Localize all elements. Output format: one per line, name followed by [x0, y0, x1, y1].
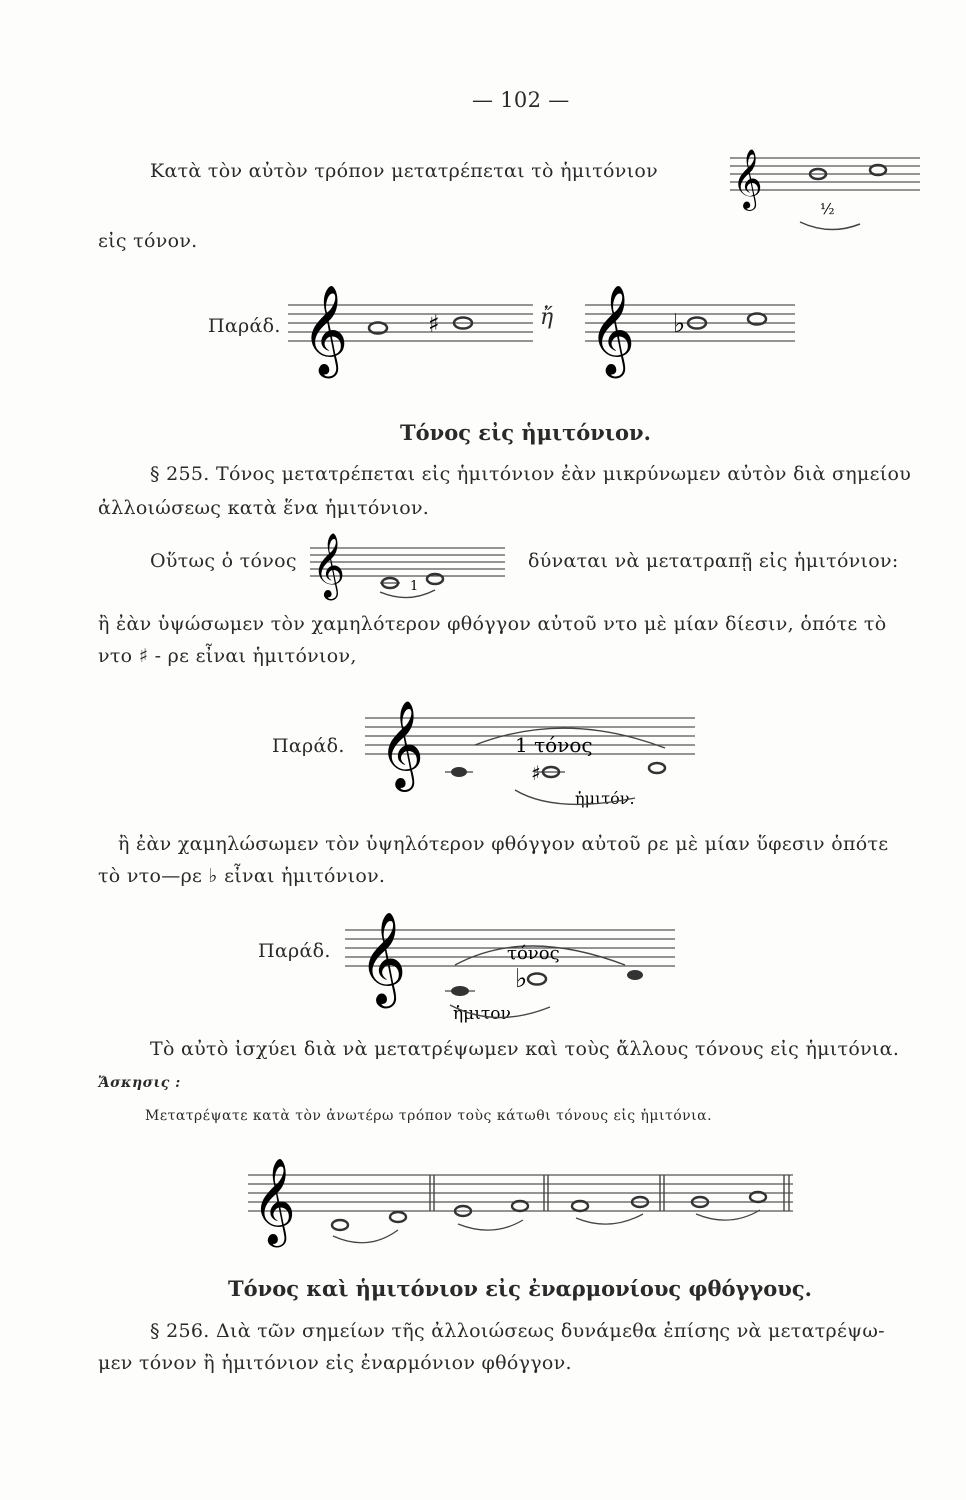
sharp-icon: ♯: [428, 310, 440, 338]
treble-clef-icon: 𝄞: [589, 285, 636, 375]
staff-semitone-intro: [730, 140, 926, 240]
example-1-label: Παράδ.: [272, 735, 345, 757]
staff-example-flat: [585, 270, 805, 380]
exercise-label: Ἄσκησις :: [98, 1075, 181, 1091]
flat-icon: ♭: [673, 309, 686, 339]
treble-clef-icon: 𝄞: [312, 533, 346, 598]
treble-clef-icon: 𝄞: [302, 285, 349, 375]
slur: [800, 222, 860, 230]
thus-the-tone: Οὕτως ὁ τόνος: [150, 550, 297, 572]
slurs: [333, 1210, 760, 1243]
section-heading-enharmonic: Τόνος καὶ ἡμιτόνιον εἰς ἐναρμονίους φθόγγους.: [228, 1276, 812, 1301]
paragraph-255-line-1: § 255. Τόνος μετατρέπεται εἰς ἡμιτόνιον ἐὰν μικρύνωμεν αὐτὸν διὰ σημείου: [150, 463, 912, 485]
thus-can-be-converted: δύναται νὰ μετατραπῇ εἰς ἡμιτόνιον:: [528, 550, 899, 572]
paragraph-256-line-2: μεν τόνον ἢ ἡμιτόνιον εἰς ἐναρμόνιον φθόγγον.: [98, 1352, 572, 1374]
raise-line-2: ντο ♯ - ρε εἶναι ἡμιτόνιον,: [98, 645, 357, 667]
staff-example-2: [345, 895, 685, 1030]
treble-clef-icon: 𝄞: [379, 699, 424, 788]
same-applies-line: Τὸ αὐτὸ ἰσχύει διὰ νὰ μετατρέψωμεν καὶ τοὺς ἄλλους τόνους εἰς ἡμιτόνια.: [150, 1038, 900, 1060]
paragraph-255-line-2: ἀλλοιώσεως κατὰ ἕνα ἡμιτόνιον.: [98, 497, 430, 519]
sharp-icon: ♯: [531, 761, 541, 785]
or-word: ἤ: [540, 305, 554, 330]
treble-clef-icon: 𝄞: [732, 149, 763, 209]
tone-label: τόνος: [507, 943, 560, 964]
note: [451, 767, 467, 777]
example-label: Παράδ.: [208, 315, 281, 337]
section-heading-tone-to-semitone: Τόνος εἰς ἡμιτόνιον.: [400, 420, 651, 445]
exercise-text: Μετατρέψατε κατὰ τὸν ἀνωτέρω τρόπον τοὺς κάτωθι τόνους εἰς ἡμιτόνια.: [145, 1108, 713, 1124]
tone-label: 1 τόνος: [515, 733, 593, 757]
staff-tone-inline: [300, 520, 515, 610]
note: [390, 1212, 406, 1222]
half-label: ½: [820, 200, 835, 218]
paragraph-256-line-1: § 256. Διὰ τῶν σημείων τῆς ἀλλοιώσεως δυνάμεθα ἐπίσης νὰ μετατρέψω-: [150, 1320, 885, 1342]
staff-exercise: [248, 1140, 800, 1260]
example-2-label: Παράδ.: [258, 940, 331, 962]
interval-one-label: 1: [410, 579, 419, 594]
raise-line-1: ἢ ἐὰν ὑψώσωμεν τὸν χαμηλότερον φθόγγον αὐτοῦ ντο μὲ μίαν δίεσιν, ὁπότε τὸ: [98, 613, 887, 635]
slur: [380, 590, 435, 598]
semitone-label: ἡμιτόν.: [575, 789, 635, 808]
treble-clef-icon: 𝄞: [359, 911, 407, 1004]
treble-clef-icon: 𝄞: [252, 1158, 296, 1244]
staff-example-sharp: [288, 270, 538, 380]
lower-line-1: ἢ ἐὰν χαμηλώσωμεν τὸν ὑψηλότερον φθόγγον αὐτοῦ ρε μὲ μίαν ὕφεσιν ὁπότε: [118, 833, 889, 855]
staff-example-1: [365, 690, 705, 815]
lower-line-2: τὸ ντο—ρε ♭ εἶναι ἡμιτόνιον.: [98, 865, 386, 887]
intro-line-2: εἰς τόνον.: [98, 230, 198, 252]
note: [451, 986, 469, 996]
note: [528, 974, 546, 985]
intro-line-1: Κατὰ τὸν αὐτὸν τρόπον μετατρέπεται τὸ ἡμιτόνιον: [150, 160, 658, 182]
note: [332, 1220, 348, 1230]
page-number: — 102 —: [472, 88, 570, 112]
semitone-label: ἡμιτον: [453, 1004, 511, 1024]
flat-icon: ♭: [515, 964, 528, 994]
note: [627, 970, 643, 980]
note: [649, 763, 665, 773]
